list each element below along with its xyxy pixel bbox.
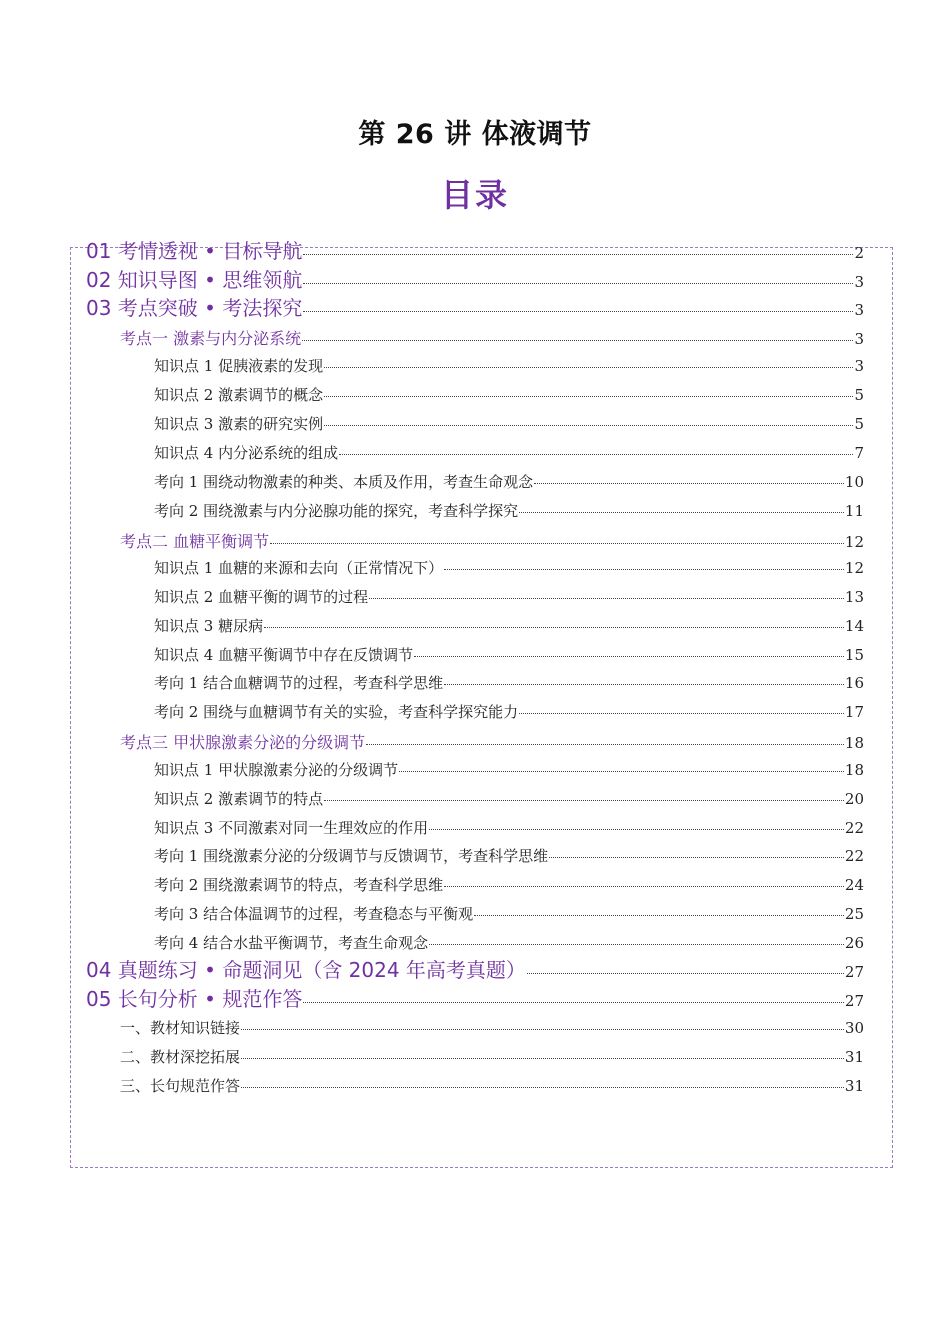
toc-page-number: 12 — [844, 533, 864, 551]
toc-leader-dots — [270, 543, 844, 544]
toc-entry-label: 05 长句分析 • 规范作答 — [86, 987, 303, 1011]
toc-entry-label: 考向 4 结合水盐平衡调节，考查生命观念 — [154, 934, 429, 952]
toc-page-number: 31 — [844, 1048, 864, 1066]
toc-page-number: 5 — [854, 415, 864, 433]
toc-entry[interactable] — [154, 644, 864, 664]
toc-page-number: 13 — [844, 588, 864, 606]
toc-leader-dots — [264, 627, 844, 628]
toc-page-number: 24 — [844, 876, 864, 894]
toc-entry[interactable] — [86, 954, 864, 980]
toc-entry[interactable] — [154, 672, 864, 692]
toc-page-number: 26 — [844, 934, 864, 952]
toc-leader-dots — [324, 425, 853, 426]
toc-page-number: 22 — [844, 847, 864, 865]
toc-page-number: 30 — [844, 1019, 864, 1037]
toc-leader-dots — [444, 569, 844, 570]
toc-leader-dots — [324, 367, 853, 368]
toc-entry-label: 考点二 血糖平衡调节 — [120, 532, 270, 551]
toc-leader-dots — [303, 283, 853, 284]
toc-entry-label: 知识点 3 糖尿病 — [154, 617, 264, 635]
toc-page-number: 17 — [844, 703, 864, 721]
toc-leader-dots — [303, 1002, 844, 1003]
toc-entry-label: 二、教材深挖拓展 — [120, 1048, 241, 1066]
toc-page-number: 18 — [844, 734, 864, 752]
toc-entry[interactable] — [120, 1046, 864, 1066]
toc-leader-dots — [241, 1058, 844, 1059]
toc-leader-dots — [429, 829, 844, 830]
toc-entry[interactable] — [154, 874, 864, 894]
toc-leader-dots — [241, 1029, 844, 1030]
toc-entry-label: 考点三 甲状腺激素分泌的分级调节 — [120, 733, 366, 752]
toc-entry[interactable] — [154, 932, 864, 952]
toc-entry[interactable] — [154, 384, 864, 404]
toc-page-number: 3 — [854, 357, 864, 375]
toc-entry[interactable] — [154, 615, 864, 635]
toc-page-number: 3 — [854, 330, 864, 348]
toc-entry[interactable] — [86, 292, 864, 318]
toc-entry-label: 考向 1 围绕动物激素的种类、本质及作用，考查生命观念 — [154, 473, 534, 491]
toc-leader-dots — [339, 454, 853, 455]
toc-heading: 目录 — [440, 176, 509, 214]
toc-leader-dots — [444, 684, 844, 685]
toc-leader-dots — [527, 973, 844, 974]
toc-entry-label: 知识点 1 血糖的来源和去向（正常情况下） — [154, 559, 444, 577]
toc-entry-label: 03 考点突破 • 考法探究 — [86, 296, 303, 320]
toc-leader-dots — [324, 800, 844, 801]
toc-page-number: 18 — [844, 761, 864, 779]
toc-page-number: 7 — [854, 444, 864, 462]
toc-entry[interactable] — [154, 817, 864, 837]
toc-entry[interactable] — [154, 788, 864, 808]
toc-page-number: 27 — [844, 963, 864, 981]
toc-leader-dots — [303, 254, 853, 255]
toc-page-number: 3 — [854, 273, 864, 291]
toc-entry-label: 知识点 3 不同激素对同一生理效应的作用 — [154, 819, 429, 837]
toc-page-number: 15 — [844, 646, 864, 664]
toc-entry[interactable] — [154, 845, 864, 865]
toc-leader-dots — [474, 915, 844, 916]
toc-page-number: 14 — [844, 617, 864, 635]
toc-entry-label: 知识点 1 甲状腺激素分泌的分级调节 — [154, 761, 399, 779]
toc-leader-dots — [303, 311, 853, 312]
toc-entry[interactable] — [154, 442, 864, 462]
toc-entry[interactable] — [154, 701, 864, 721]
toc-page-number: 22 — [844, 819, 864, 837]
toc-entry[interactable] — [154, 471, 864, 491]
toc-entry[interactable] — [120, 326, 864, 346]
toc-leader-dots — [444, 886, 844, 887]
toc-entry[interactable] — [154, 500, 864, 520]
toc-entry[interactable] — [154, 586, 864, 606]
toc-page-number: 25 — [844, 905, 864, 923]
toc-leader-dots — [241, 1087, 844, 1088]
toc-page-number: 2 — [854, 244, 864, 262]
toc-entry[interactable] — [120, 529, 864, 549]
toc-page-number: 20 — [844, 790, 864, 808]
toc-page-number: 10 — [844, 473, 864, 491]
toc-entry[interactable] — [86, 983, 864, 1009]
toc-entry[interactable] — [120, 1075, 864, 1095]
toc-entry-label: 考向 1 围绕激素分泌的分级调节与反馈调节，考查科学思维 — [154, 847, 549, 865]
toc-entry[interactable] — [154, 903, 864, 923]
toc-entry-label: 知识点 3 激素的研究实例 — [154, 415, 324, 433]
toc-leader-dots — [519, 713, 844, 714]
toc-entry-label: 01 考情透视 • 目标导航 — [86, 239, 303, 263]
toc-entry-label: 02 知识导图 • 思维领航 — [86, 268, 303, 292]
toc-leader-dots — [324, 396, 853, 397]
toc-leader-dots — [549, 857, 844, 858]
toc-page-number: 12 — [844, 559, 864, 577]
toc-leader-dots — [369, 598, 844, 599]
toc-page-number: 27 — [844, 992, 864, 1010]
toc-entry-label: 04 真题练习 • 命题洞见（含 2024 年高考真题） — [86, 958, 526, 982]
toc-leader-dots — [429, 944, 844, 945]
toc-entry[interactable] — [154, 355, 864, 375]
toc-entry-label: 一、教材知识链接 — [120, 1019, 241, 1037]
toc-leader-dots — [519, 512, 844, 513]
toc-entry-label: 知识点 4 内分泌系统的组成 — [154, 444, 339, 462]
toc-leader-dots — [399, 771, 844, 772]
toc-leader-dots — [414, 656, 844, 657]
toc-page-number: 3 — [854, 301, 864, 319]
toc-entry-label: 考向 1 结合血糖调节的过程，考查科学思维 — [154, 674, 444, 692]
toc-entry-label: 考向 3 结合体温调节的过程，考查稳态与平衡观 — [154, 905, 474, 923]
toc-leader-dots — [534, 483, 844, 484]
toc-entry[interactable] — [154, 557, 864, 577]
toc-page-number: 31 — [844, 1077, 864, 1095]
toc-leader-dots — [302, 340, 853, 341]
toc-page-number: 5 — [854, 386, 864, 404]
toc-entry-label: 考向 2 围绕与血糖调节有关的实验，考查科学探究能力 — [154, 703, 519, 721]
toc-entry[interactable] — [154, 759, 864, 779]
toc-page-number: 11 — [844, 502, 864, 520]
toc-entry-label: 知识点 4 血糖平衡调节中存在反馈调节 — [154, 646, 414, 664]
toc-page-number: 16 — [844, 674, 864, 692]
toc-entry-label: 考向 2 围绕激素与内分泌腺功能的探究，考查科学探究 — [154, 502, 519, 520]
toc-entry-label: 考向 2 围绕激素调节的特点，考查科学思维 — [154, 876, 444, 894]
toc-entry-label: 知识点 2 激素调节的特点 — [154, 790, 324, 808]
toc-leader-dots — [366, 744, 844, 745]
toc-entry-label: 知识点 1 促胰液素的发现 — [154, 357, 324, 375]
toc-entry-label: 知识点 2 血糖平衡的调节的过程 — [154, 588, 369, 606]
toc-entry[interactable] — [86, 264, 864, 290]
toc-entry[interactable] — [120, 730, 864, 750]
toc-entry-label: 考点一 激素与内分泌系统 — [120, 329, 302, 348]
document-title: 第 26 讲 体液调节 — [358, 119, 592, 150]
toc-entry[interactable] — [86, 235, 864, 261]
toc-entry[interactable] — [120, 1017, 864, 1037]
toc-entry-label: 知识点 2 激素调节的概念 — [154, 386, 324, 404]
toc-entry[interactable] — [154, 413, 864, 433]
toc-entry-label: 三、长句规范作答 — [120, 1077, 241, 1095]
